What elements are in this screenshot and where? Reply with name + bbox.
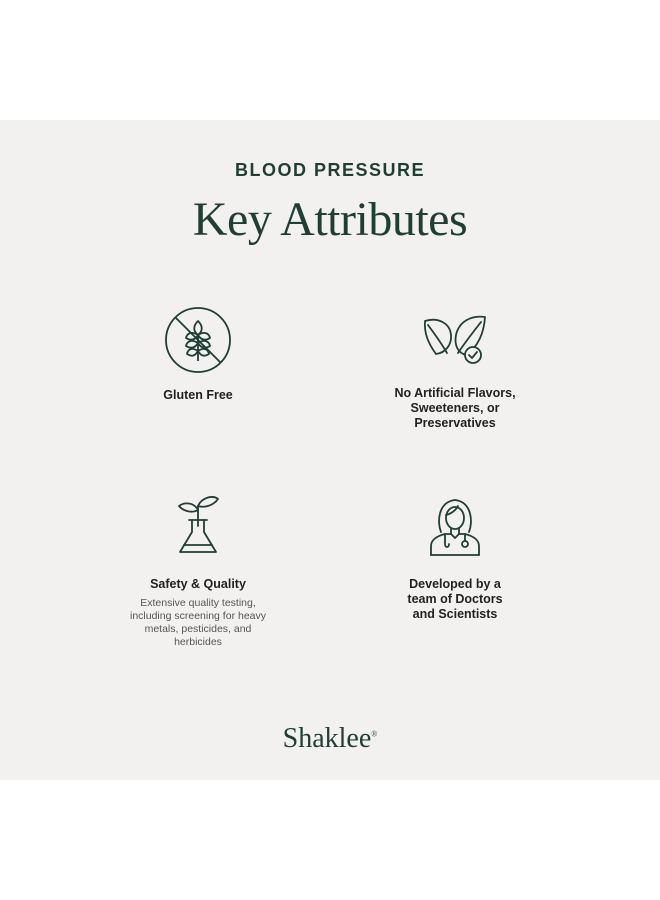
registered-mark: ® (371, 729, 378, 739)
gluten-free-icon (163, 305, 233, 375)
brand-name: Shaklee (282, 723, 372, 754)
page-title: Key Attributes (192, 193, 468, 246)
brand-logo (0, 723, 660, 755)
attribute-no-artificial (345, 313, 565, 431)
attribute-developed-by (345, 492, 565, 622)
attribute-label: Developed by a team of Doctors and Scientists (407, 577, 503, 621)
doctor-icon (425, 492, 485, 558)
attributes-panel (0, 120, 660, 780)
attribute-label: No Artificial Flavors, Sweeteners, or Preservatives (394, 386, 516, 430)
attribute-label: Gluten Free (163, 388, 233, 402)
leaves-check-icon (420, 313, 490, 367)
attribute-description: Extensive quality testing, including screening for heavy metals, pesticides, and herbicides (130, 597, 266, 648)
product-name: BLOOD PRESSURE (234, 160, 426, 180)
attribute-safety-quality (88, 492, 308, 649)
attribute-gluten-free (88, 305, 308, 403)
attribute-label: Safety & Quality (150, 577, 246, 591)
flask-sprout-icon (168, 492, 228, 558)
